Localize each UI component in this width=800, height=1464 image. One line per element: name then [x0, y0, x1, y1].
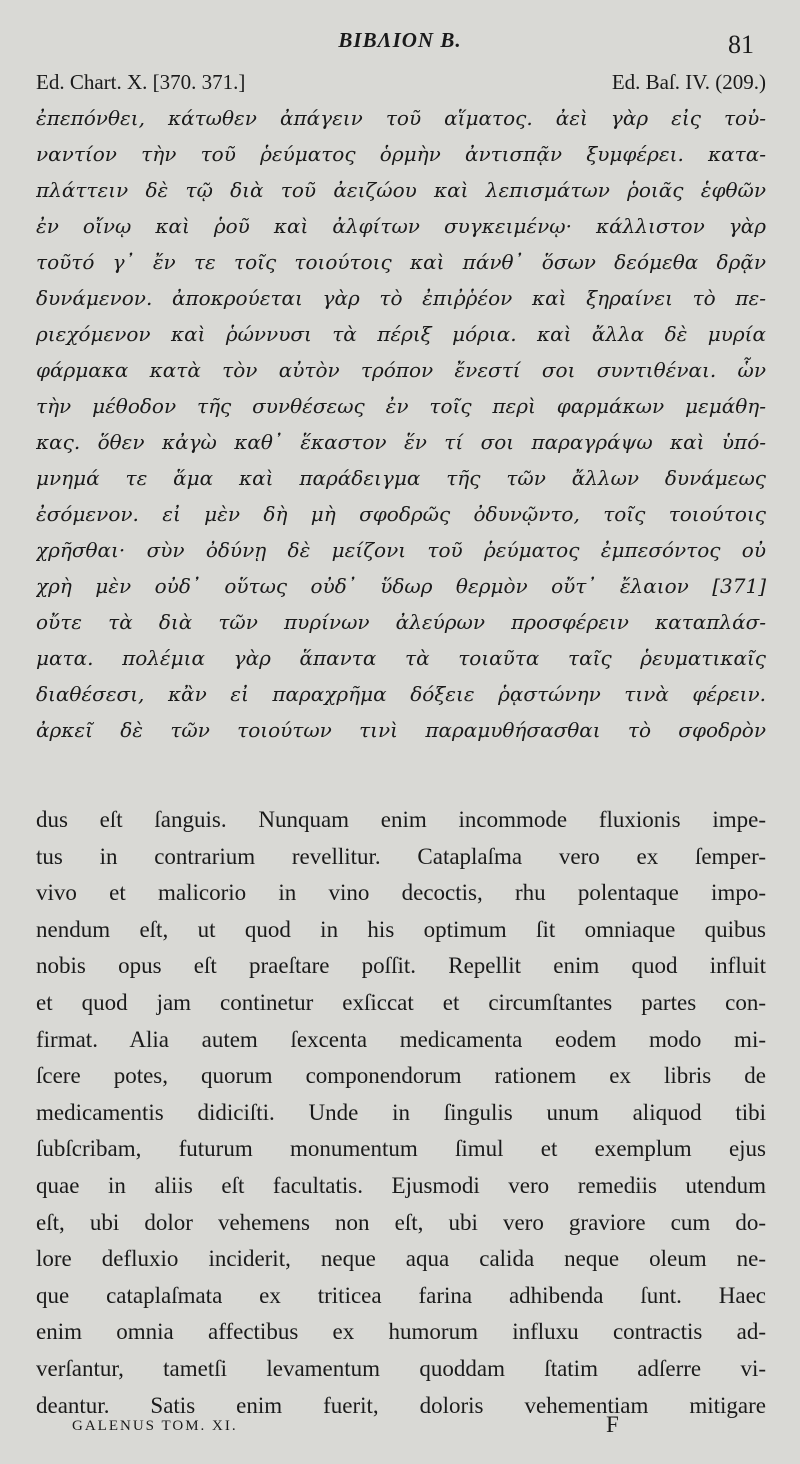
latin-line: tus in contrarium revellitur. Cataplaſma vero ex ſemper-	[36, 843, 766, 869]
greek-line: δυνάμενον. ἀποκρούεται γὰρ τὸ ἐπιῤῥέον καὶ ξηραίνει τὸ πε-	[36, 286, 766, 310]
latin-line: eſt, ubi dolor vehemens non eſt, ubi vero graviore cum do-	[36, 1209, 766, 1235]
greek-line: ματα. πολέμια γὰρ ἅπαντα τὰ τοιαῦτα ταῖς ῥευματικαῖς	[36, 646, 766, 670]
greek-line: ἐπεπόνθει, κάτωθεν ἀπάγειν τοῦ αἵματος. ἀεὶ γὰρ εἰς τοὐ-	[36, 106, 766, 130]
latin-line: quae in aliis eſt facultatis. Ejusmodi vero remediis utendum	[36, 1172, 766, 1198]
latin-line: nendum eſt, ut quod in his optimum ſit omniaque quibus	[36, 916, 766, 942]
greek-text-block	[36, 100, 766, 748]
latin-line: nobis opus eſt praeſtare poſſit. Repellit enim quod influit	[36, 953, 766, 979]
latin-line: lore defluxio inciderit, neque aqua calida neque oleum ne-	[36, 1246, 766, 1272]
greek-line: διαθέσεσι, κἂν εἰ παραχρῆμα δόξειε ῥᾳστώνην τινὰ φέρειν.	[36, 682, 766, 706]
latin-text-block	[36, 802, 766, 1424]
greek-line: φάρμακα κατὰ τὸν αὐτὸν τρόπον ἔνεστί σοι συντιθέναι. ὧν	[36, 358, 766, 382]
edition-reference-left: Ed. Chart. X. [370. 371.]	[36, 70, 246, 94]
signature-mark: F	[606, 1412, 619, 1437]
page-number: 81	[728, 30, 754, 59]
latin-line: que cataplaſmata ex triticea farina adhibenda ſunt. Haec	[36, 1282, 766, 1308]
greek-line: ἐσόμενον. εἰ μὲν δὴ μὴ σφοδρῶς ὀδυνῷντο, τοῖς τοιούτοις	[36, 502, 766, 526]
edition-reference-right: Ed. Baſ. IV. (209.)	[611, 70, 766, 94]
latin-line: firmat. Alia autem ſexcenta medicamenta eodem modo mi-	[36, 1026, 766, 1052]
greek-line: πλάττειν δὲ τῷ διὰ τοῦ ἀειζώου καὶ λεπισμάτων ῥοιᾶς ἑφθῶν	[36, 178, 766, 202]
latin-line: ſubſcribam, futurum monumentum ſimul et exemplum ejus	[36, 1136, 766, 1162]
latin-line: vivo et malicorio in vino decoctis, rhu polentaque impo-	[36, 880, 766, 906]
greek-line: χρὴ μὲν οὐδ᾽ οὕτως οὐδ᾽ ὕδωρ θερμὸν οὔτ᾽ ἔλαιον [371]	[36, 574, 766, 598]
greek-line: ἐν οἴνῳ καὶ ῥοῦ καὶ ἀλφίτων συγκειμένῳ· κάλλιστον γὰρ	[36, 214, 766, 238]
greek-line: τὴν μέθοδον τῆς συνθέσεως ἐν τοῖς περὶ φαρμάκων μεμάθη-	[36, 394, 766, 418]
greek-line: ναντίον τὴν τοῦ ῥεύματος ὁρμὴν ἀντισπᾷν ξυμφέρει. κατα-	[36, 142, 766, 166]
greek-line: μνημά τε ἅμα καὶ παράδειγμα τῆς τῶν ἄλλων δυνάμεως	[36, 466, 766, 490]
greek-line: ριεχόμενον καὶ ῥώννυσι τὰ πέριξ μόρια. καὶ ἄλλα δὲ μυρία	[36, 322, 766, 346]
latin-line: ſcere potes, quorum componendorum rationem ex libris de	[36, 1063, 766, 1089]
latin-line: verſantur, tametſi levamentum quoddam ſtatim adſerre vi-	[36, 1355, 766, 1381]
running-title: ΒΙΒΛΙΟΝ Β.	[338, 28, 462, 52]
greek-line: χρῆσθαι· σὺν ὀδύνῃ δὲ μείζονι τοῦ ῥεύματος ἐμπεσόντος οὐ	[36, 538, 766, 562]
latin-line: enim omnia affectibus ex humorum influxu contractis ad-	[36, 1319, 766, 1345]
greek-line: ἀρκεῖ δὲ τῶν τοιούτων τινὶ παραμυθήσασθαι τὸ σφοδρὸν	[36, 718, 766, 742]
greek-line: τοῦτό γ᾽ ἔν τε τοῖς τοιούτοις καὶ πάνθ᾽ ὅσων δεόμεθα δρᾷν	[36, 250, 766, 274]
latin-line: deantur. Satis enim fuerit, doloris vehementiam mitigare	[36, 1392, 766, 1418]
latin-line: et quod jam continetur exſiccat et circumſtantes partes con-	[36, 989, 766, 1015]
latin-line: dus eſt ſanguis. Nunquam enim incommode fluxionis impe-	[36, 807, 766, 832]
printer-signature: GALENUS TOM. XI.	[72, 1418, 238, 1434]
greek-line: κας. ὅθεν κἀγὼ καθ᾽ ἕκαστον ἕν τί σοι παραγράψω καὶ ὑπό-	[36, 430, 766, 454]
latin-line: medicamentis didiciſti. Unde in ſingulis unum aliquod tibi	[36, 1099, 766, 1125]
greek-line: οὔτε τὰ διὰ τῶν πυρίνων ἀλεύρων προσφέρειν καταπλάσ-	[36, 610, 766, 634]
